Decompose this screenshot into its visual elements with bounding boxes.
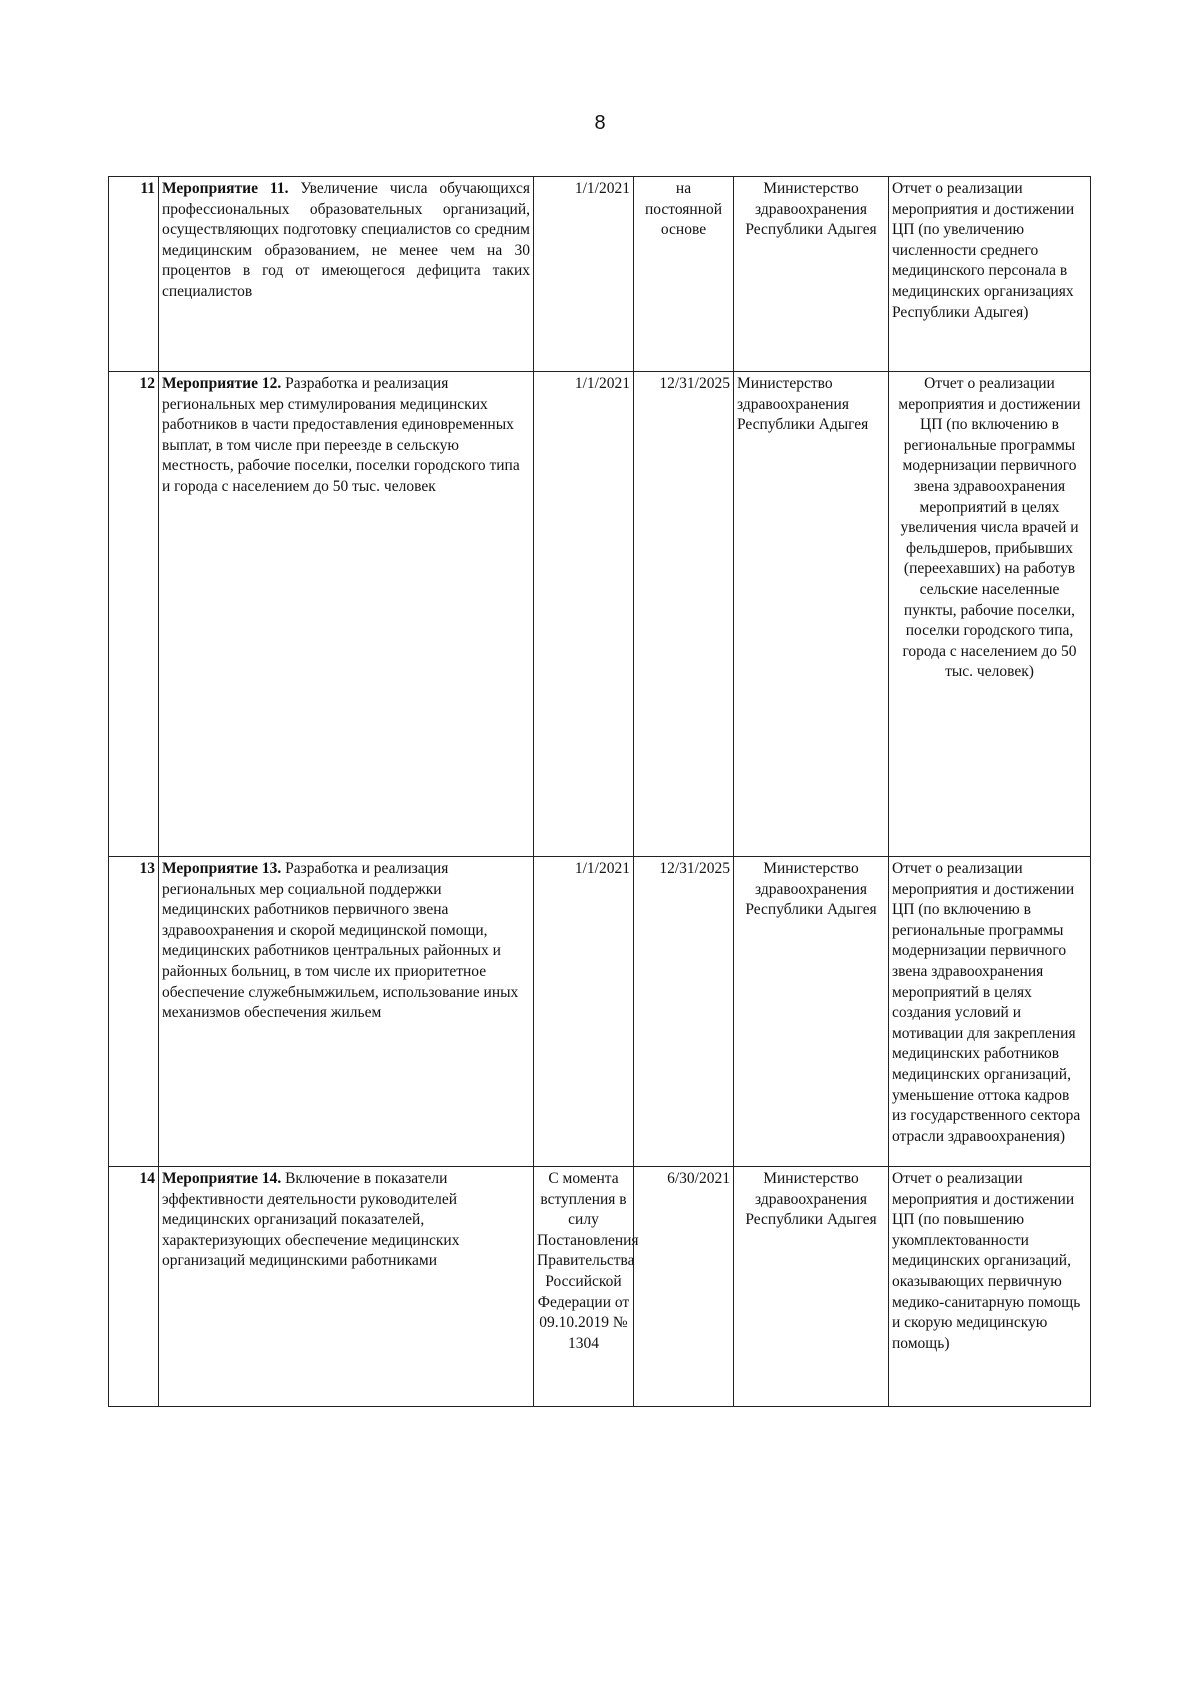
measures-table xyxy=(108,176,1091,1407)
measure-description xyxy=(159,857,534,1167)
page-number: 8 xyxy=(594,112,606,134)
row-number: 14 xyxy=(109,1167,159,1407)
result: Отчет о реализации мероприятия и достижении ЦП (по включению в региональные программы модернизации первичного звена здравоохранения мероприятий в целях увеличения числа врачей и фельдшеров, прибывших (переехавших) на работув сельские населенные пункты, рабочие поселки, поселки городского типа, города с населением до 50 тыс. человек) xyxy=(889,372,1091,857)
measure-description xyxy=(159,1167,534,1407)
measure-text: Разработка и реализация региональных мер социальной поддержки медицинских работников первичного звена здравоохранения и скорой медицинской помощи, медицинских работников центральных районных и районных больниц, в том числе их приоритетное обеспечение служебнымжильем, использование иных механизмов обеспечения жильем xyxy=(162,860,519,1022)
end-date: 12/31/2025 xyxy=(634,857,734,1167)
start-date: 1/1/2021 xyxy=(534,857,634,1167)
responsible: Министерство здравоохранения Республики Адыгея xyxy=(734,857,889,1167)
measure-title: Мероприятие 11. xyxy=(162,180,289,197)
table-row xyxy=(109,177,1091,372)
end-date: 12/31/2025 xyxy=(634,372,734,857)
measure-title: Мероприятие 13. xyxy=(162,860,282,877)
responsible: Министерство здравоохранения Республики Адыгея xyxy=(734,372,889,857)
measure-title: Мероприятие 12. xyxy=(162,375,282,392)
measure-title: Мероприятие 14. xyxy=(162,1170,282,1187)
table-row xyxy=(109,372,1091,857)
row-number: 13 xyxy=(109,857,159,1167)
measure-description xyxy=(159,372,534,857)
table-row xyxy=(109,1167,1091,1407)
start-date: 1/1/2021 xyxy=(534,372,634,857)
measure-text: Разработка и реализация региональных мер стимулирования медицинских работников в части предоставления единовременных выплат, в том числе при переезде в сельскую местность, рабочие поселки, поселки городского типа и города с населением до 50 тыс. человек xyxy=(162,375,520,495)
row-number: 11 xyxy=(109,177,159,372)
table-row xyxy=(109,857,1091,1167)
end-date: на постоянной основе xyxy=(634,177,734,372)
end-date: 6/30/2021 xyxy=(634,1167,734,1407)
responsible: Министерство здравоохранения Республики Адыгея xyxy=(734,1167,889,1407)
measure-text: Увеличение числа обучающихся профессиональных образовательных организаций, осуществляющих подготовку специалистов со средним медицинским образованием, не менее чем на 30 процентов в год от имеющегося дефицита таких специалистов xyxy=(162,180,530,300)
measure-description xyxy=(159,177,534,372)
measure-text: Включение в показатели эффективности деятельности руководителей медицинских организаций показателей, характеризующих обеспечение медицинских организаций медицинскими работниками xyxy=(162,1170,460,1270)
result: Отчет о реализации мероприятия и достижении ЦП (по повышению укомплектованности медицинских организаций, оказывающих первичную медико-санитарную помощь и скорую медицинскую помощь) xyxy=(889,1167,1091,1407)
start-date: С момента вступления в силу Постановления Правительства Российской Федерации от 09.10.2019 № 1304 xyxy=(534,1167,634,1407)
responsible: Министерство здравоохранения Республики Адыгея xyxy=(734,177,889,372)
start-date: 1/1/2021 xyxy=(534,177,634,372)
result: Отчет о реализации мероприятия и достижении ЦП (по включению в региональные программы модернизации первичного звена здравоохранения мероприятий в целях создания условий и мотивации для закрепления медицинских работников медицинских организаций, уменьшение оттока кадров из государственного сектора отрасли здравоохранения) xyxy=(889,857,1091,1167)
row-number: 12 xyxy=(109,372,159,857)
result: Отчет о реализации мероприятия и достижении ЦП (по увеличению численности среднего медицинского персонала в медицинских организациях Республики Адыгея) xyxy=(889,177,1091,372)
